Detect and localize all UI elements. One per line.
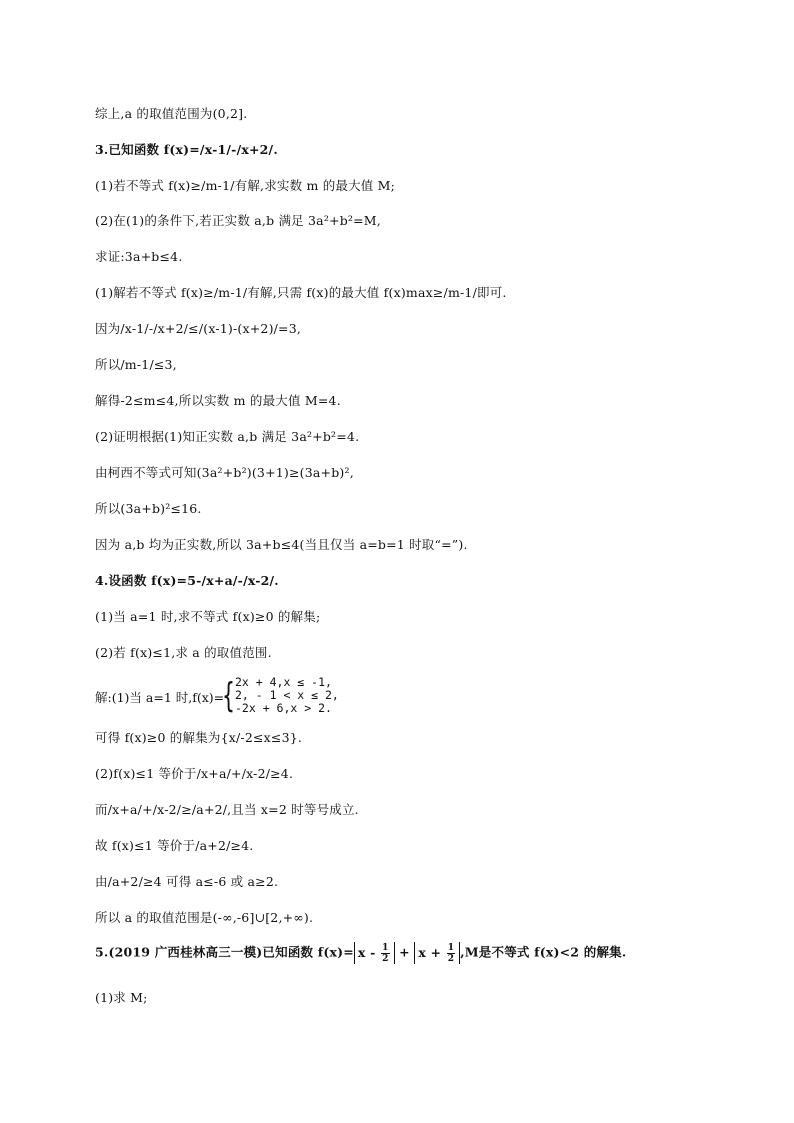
problem-3-prove: 求证:3a+b≤4. bbox=[95, 249, 183, 264]
abs-term-2-text: x + bbox=[418, 945, 446, 960]
fraction-2 bbox=[447, 943, 455, 964]
solution-4-line-3: 而/x+a/+/x-2/≥/a+2/,且当 x=2 时等号成立. bbox=[95, 802, 359, 817]
piecewise-cases bbox=[235, 676, 339, 715]
solution-3-line-1: (1)解若不等式 f(x)≥/m-1/有解,只需 f(x)的最大值 f(x)max≥/m-1/即可. bbox=[95, 285, 507, 300]
solution-3-line-3: 所以/m-1/≤3, bbox=[95, 357, 177, 372]
fraction-1 bbox=[381, 943, 389, 964]
problem-3-statement: 3.已知函数 f(x)=/x-1/-/x+2/. bbox=[95, 142, 278, 157]
solution-3-line-4: 解得-2≤m≤4,所以实数 m 的最大值 M=4. bbox=[95, 393, 341, 408]
problem-4-part-1: (1)当 a=1 时,求不等式 f(x)≥0 的解集; bbox=[95, 609, 321, 624]
abs-term-1-text: x - bbox=[357, 945, 381, 960]
left-brace: { bbox=[222, 676, 235, 716]
problem-5-prefix: 5.(2019 广西桂林高三一模)已知函数 f(x)= bbox=[95, 944, 354, 960]
solution-4-line-1: 可得 f(x)≥0 的解集为{x/-2≤x≤3}. bbox=[95, 730, 303, 745]
problem-4-part-2: (2)若 f(x)≤1,求 a 的取值范围. bbox=[95, 645, 272, 660]
solution-3-line-7: 所以(3a+b)²≤16. bbox=[95, 501, 202, 516]
problem-3-part-2: (2)在(1)的条件下,若正实数 a,b 满足 3a²+b²=M, bbox=[95, 213, 381, 228]
solution-4-line-5: 由/a+2/≥4 可得 a≤-6 或 a≥2. bbox=[95, 874, 279, 889]
case-3: -2x + 6,x > 2. bbox=[235, 701, 332, 715]
case-2: 2, - 1 < x ≤ 2, bbox=[235, 688, 339, 702]
solution-3-line-6: 由柯西不等式可知(3a²+b²)(3+1)≥(3a+b)², bbox=[95, 465, 354, 480]
fraction-1-denominator: 2 bbox=[382, 954, 389, 964]
solution-3-line-8: 因为 a,b 均为正实数,所以 3a+b≤4(当且仅当 a=b=1 时取“=”). bbox=[95, 537, 468, 552]
problem-5-suffix: ,M是不等式 f(x)<2 的解集. bbox=[460, 944, 627, 960]
solution-4-line-6: 所以 a 的取值范围是(-∞,-6]∪[2,+∞). bbox=[95, 910, 314, 925]
solution-3-line-5: (2)证明根据(1)知正实数 a,b 满足 3a²+b²=4. bbox=[95, 429, 360, 444]
fraction-2-numerator: 1 bbox=[447, 943, 455, 953]
abs-term-2 bbox=[414, 942, 460, 964]
abs-term-1 bbox=[354, 942, 395, 964]
plus-sign: + bbox=[394, 944, 415, 960]
solution-3-line-2: 因为/x-1/-/x+2/≤/(x-1)-(x+2)/=3, bbox=[95, 321, 302, 336]
text-line-conclusion: 综上,a 的取值范围为(0,2]. bbox=[95, 106, 248, 121]
solution-4-line-2: (2)f(x)≤1 等价于/x+a/+/x-2/≥4. bbox=[95, 766, 294, 781]
problem-5-part-1: (1)求 M; bbox=[95, 990, 148, 1005]
fraction-2-denominator: 2 bbox=[447, 954, 455, 964]
problem-3-part-1: (1)若不等式 f(x)≥/m-1/有解,求实数 m 的最大值 M; bbox=[95, 178, 396, 193]
fraction-1-numerator: 1 bbox=[382, 943, 389, 953]
problem-5-statement bbox=[95, 942, 626, 964]
case-1: 2x + 4,x ≤ -1, bbox=[235, 675, 332, 689]
piecewise-label: 解:(1)当 a=1 时,f(x)= bbox=[95, 690, 225, 705]
problem-4-statement: 4.设函数 f(x)=5-/x+a/-/x-2/. bbox=[95, 573, 279, 588]
solution-4-line-4: 故 f(x)≤1 等价于/a+2/≥4. bbox=[95, 838, 254, 853]
